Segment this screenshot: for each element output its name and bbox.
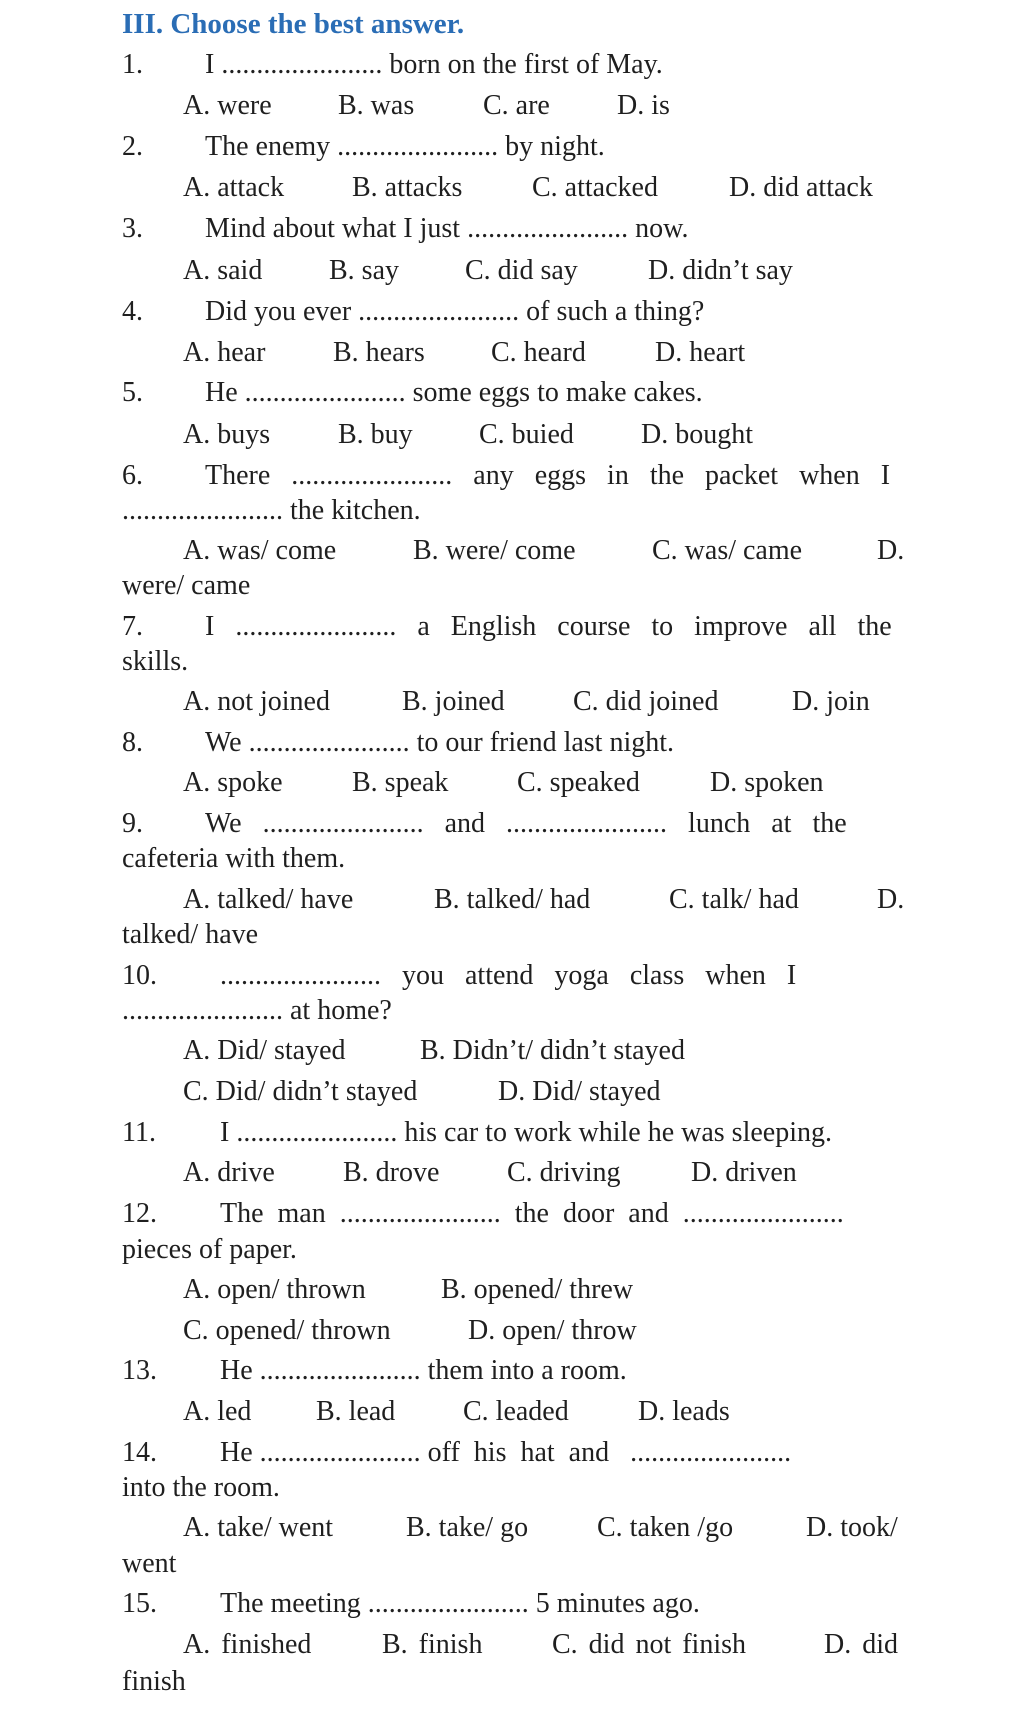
question-stem-continued: pieces of paper.: [122, 1234, 297, 1265]
option-b[interactable]: B. were/ come: [413, 535, 576, 566]
question-number: 6.: [122, 460, 143, 491]
option-c[interactable]: C. buied: [479, 419, 574, 450]
option-a[interactable]: A. attack: [183, 172, 285, 203]
question-stem: There ....................... any eggs in the packet when I: [205, 460, 891, 491]
option-a[interactable]: A. was/ come: [183, 535, 337, 566]
option-d-continued[interactable]: went: [122, 1548, 177, 1579]
question-number: 12.: [122, 1198, 157, 1229]
option-d-continued[interactable]: finish: [122, 1666, 186, 1697]
option-a[interactable]: A. not joined: [183, 686, 330, 717]
option-a[interactable]: A. spoke: [183, 767, 283, 798]
question-stem-continued: into the room.: [122, 1472, 280, 1503]
option-d[interactable]: D. did: [824, 1629, 898, 1660]
question-number: 2.: [122, 131, 143, 162]
question-stem-continued: ....................... at home?: [122, 995, 392, 1026]
question-stem-continued: ....................... the kitchen.: [122, 495, 421, 526]
option-b[interactable]: B. say: [329, 255, 399, 286]
option-a[interactable]: A. buys: [183, 419, 271, 450]
option-a[interactable]: A. talked/ have: [183, 884, 354, 915]
option-a[interactable]: A. led: [183, 1396, 252, 1427]
question-stem: He ....................... them into a room.: [220, 1355, 627, 1386]
question-number: 10.: [122, 960, 157, 991]
option-b[interactable]: B. Didn’t/ didn’t stayed: [420, 1035, 685, 1066]
question-stem-continued: cafeteria with them.: [122, 843, 346, 874]
question-stem: The meeting ....................... 5 minutes ago.: [220, 1588, 700, 1619]
option-c[interactable]: C. did say: [465, 255, 578, 286]
option-d[interactable]: D. driven: [691, 1157, 797, 1188]
option-d[interactable]: D. open/ throw: [468, 1315, 637, 1346]
option-c[interactable]: C. leaded: [463, 1396, 569, 1427]
question-number: 8.: [122, 727, 143, 758]
option-b[interactable]: B. was: [338, 90, 415, 121]
question-stem: I ....................... his car to work while he was sleeping.: [220, 1117, 832, 1148]
question-stem: He ....................... off his hat and .......................: [220, 1437, 792, 1468]
option-b[interactable]: B. speak: [352, 767, 449, 798]
option-c[interactable]: C. was/ came: [652, 535, 803, 566]
question-stem-continued: skills.: [122, 646, 189, 677]
option-c[interactable]: C. speaked: [517, 767, 640, 798]
question-number: 9.: [122, 808, 143, 839]
option-a[interactable]: A. Did/ stayed: [183, 1035, 346, 1066]
option-b[interactable]: B. take/ go: [406, 1512, 529, 1543]
option-b[interactable]: B. buy: [338, 419, 413, 450]
question-stem: The enemy ....................... by night.: [205, 131, 605, 162]
option-d[interactable]: D. did attack: [729, 172, 873, 203]
option-d[interactable]: D.: [877, 535, 905, 566]
option-c[interactable]: C. did not finish: [552, 1629, 747, 1660]
option-c[interactable]: C. attacked: [532, 172, 658, 203]
option-b[interactable]: B. drove: [343, 1157, 440, 1188]
option-c[interactable]: C. did joined: [573, 686, 719, 717]
question-stem: We ....................... and ....................... lunch at the: [205, 808, 847, 839]
option-d[interactable]: D. spoken: [710, 767, 824, 798]
option-b[interactable]: B. finish: [382, 1629, 483, 1660]
question-number: 7.: [122, 611, 143, 642]
option-d[interactable]: D. Did/ stayed: [498, 1076, 661, 1107]
question-stem: Did you ever ....................... of such a thing?: [205, 296, 705, 327]
section-title: III. Choose the best answer.: [122, 8, 465, 40]
question-number: 11.: [122, 1117, 156, 1148]
option-a[interactable]: A. drive: [183, 1157, 275, 1188]
question-1: [122, 47, 143, 83]
question-number: 4.: [122, 296, 143, 327]
option-c[interactable]: C. driving: [507, 1157, 621, 1188]
option-c[interactable]: C. Did/ didn’t stayed: [183, 1076, 418, 1107]
option-c[interactable]: C. are: [483, 90, 550, 121]
option-c[interactable]: C. talk/ had: [669, 884, 799, 915]
option-d-continued[interactable]: talked/ have: [122, 919, 259, 950]
question-number: 15.: [122, 1588, 157, 1619]
option-c[interactable]: C. opened/ thrown: [183, 1315, 391, 1346]
option-d[interactable]: D. leads: [638, 1396, 730, 1427]
option-b[interactable]: B. talked/ had: [434, 884, 591, 915]
option-d[interactable]: D. took/: [806, 1512, 898, 1543]
option-a[interactable]: A. finished: [183, 1629, 312, 1660]
question-stem: I ....................... a English course to improve all the: [205, 611, 892, 642]
option-d[interactable]: D. heart: [655, 337, 746, 368]
question-stem: ....................... you attend yoga class when I: [220, 960, 797, 991]
question-stem: Mind about what I just ....................... now.: [205, 213, 689, 244]
option-a[interactable]: A. hear: [183, 337, 266, 368]
question-number: 14.: [122, 1437, 157, 1468]
option-b[interactable]: B. attacks: [352, 172, 463, 203]
question-stem: I ....................... born on the first of May.: [205, 49, 663, 80]
question-stem: We ....................... to our friend last night.: [205, 727, 675, 758]
option-a[interactable]: A. were: [183, 90, 272, 121]
option-d[interactable]: D. is: [617, 90, 670, 121]
question-stem: He ....................... some eggs to make cakes.: [205, 377, 703, 408]
question-number: 1.: [122, 49, 143, 80]
option-a[interactable]: A. said: [183, 255, 263, 286]
option-c[interactable]: C. taken /go: [597, 1512, 734, 1543]
option-b[interactable]: B. lead: [316, 1396, 396, 1427]
option-d[interactable]: D.: [877, 884, 905, 915]
option-b[interactable]: B. hears: [333, 337, 425, 368]
option-d[interactable]: D. bought: [641, 419, 753, 450]
option-d[interactable]: D. join: [792, 686, 870, 717]
option-d[interactable]: D. didn’t say: [648, 255, 793, 286]
question-number: 13.: [122, 1355, 157, 1386]
option-b[interactable]: B. joined: [402, 686, 505, 717]
question-number: 3.: [122, 213, 143, 244]
option-a[interactable]: A. open/ thrown: [183, 1274, 366, 1305]
option-c[interactable]: C. heard: [491, 337, 586, 368]
option-d-continued[interactable]: were/ came: [122, 570, 251, 601]
question-stem: The man ....................... the door and .......................: [220, 1198, 844, 1229]
option-b[interactable]: B. opened/ threw: [441, 1274, 634, 1305]
option-a[interactable]: A. take/ went: [183, 1512, 334, 1543]
question-number: 5.: [122, 377, 143, 408]
